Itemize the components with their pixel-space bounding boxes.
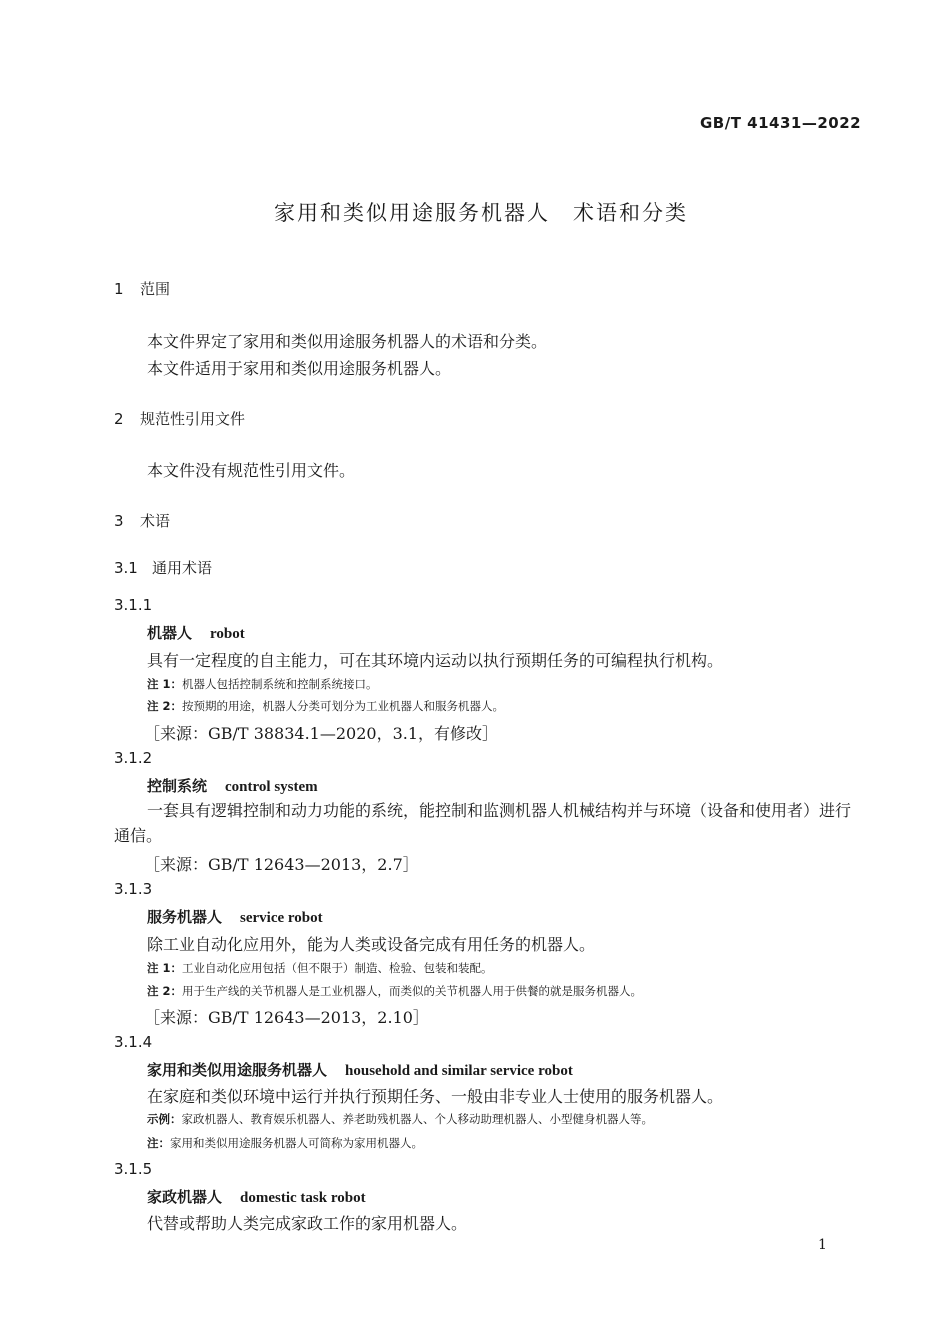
note-label: 注：	[147, 1136, 170, 1150]
note-text: 家用和类似用途服务机器人可简称为家用机器人。	[170, 1136, 423, 1150]
term-chinese: 控制系统	[147, 777, 208, 795]
term-number: 3.1.2	[114, 749, 153, 767]
page-number: 1	[818, 1237, 827, 1253]
section-3-heading	[114, 510, 170, 531]
term-definition: 具有一定程度的自主能力，可在其环境内运动以执行预期任务的可编程执行机构。	[147, 651, 724, 670]
term-chinese: 家政机器人	[147, 1188, 223, 1206]
term-heading	[147, 775, 318, 796]
term-number: 3.1.4	[114, 1033, 153, 1051]
note-text: 按预期的用途，机器人分类可划分为工业机器人和服务机器人。	[182, 699, 505, 713]
term-definition: 除工业自动化应用外，能为人类或设备完成有用任务的机器人。	[147, 935, 596, 954]
term-chinese: 机器人	[147, 624, 193, 642]
term-chinese: 家用和类似用途服务机器人	[147, 1061, 328, 1079]
section-2-heading	[114, 408, 245, 429]
note-label: 注 1：	[147, 677, 183, 691]
section-number: 3	[114, 512, 124, 530]
note-text: 用于生产线的关节机器人是工业机器人，而类似的关节机器人用于供餐的就是服务机器人。	[182, 984, 643, 998]
term-english: control system	[225, 779, 318, 795]
term-english: robot	[210, 626, 245, 642]
term-example	[147, 1111, 653, 1127]
term-english: domestic task robot	[240, 1190, 366, 1206]
section-title: 通用术语	[152, 559, 213, 577]
term-note-2	[147, 698, 504, 714]
example-label: 示例：	[147, 1112, 182, 1126]
term-number: 3.1.3	[114, 880, 153, 898]
term-note-2	[147, 983, 642, 999]
section-number: 1	[114, 280, 124, 298]
scope-paragraph-1: 本文件界定了家用和类似用途服务机器人的术语和分类。	[147, 332, 548, 351]
term-source: ［来源：GB/T 12643—2013，2.7］	[144, 855, 419, 874]
note-label: 注 1：	[147, 961, 183, 975]
section-title: 规范性引用文件	[140, 410, 246, 428]
term-chinese: 服务机器人	[147, 908, 223, 926]
term-heading	[147, 1186, 366, 1207]
document-title: 家用和类似用途服务机器人 术语和分类	[274, 201, 688, 225]
term-note	[147, 1135, 423, 1151]
section-number: 3.1	[114, 559, 138, 577]
term-note-1	[147, 960, 493, 976]
term-definition: 一套具有逻辑控制和动力功能的系统，能控制和监测机器人机械结构并与环境（设备和使用者）进行通信。	[114, 801, 852, 845]
term-source: ［来源：GB/T 38834.1—2020，3.1，有修改］	[144, 724, 499, 743]
term-number: 3.1.1	[114, 596, 153, 614]
section-title: 术语	[140, 512, 171, 530]
term-english: household and similar service robot	[345, 1063, 573, 1079]
term-number: 3.1.5	[114, 1160, 153, 1178]
document-code: GB/T 41431—2022	[700, 114, 862, 132]
section-3-1-heading	[114, 557, 212, 578]
note-text: 工业自动化应用包括（但不限于）制造、检验、包装和装配。	[182, 961, 493, 975]
scope-paragraph-2: 本文件适用于家用和类似用途服务机器人。	[147, 359, 452, 378]
section-number: 2	[114, 410, 124, 428]
term-definition: 在家庭和类似环境中运行并执行预期任务、一般由非专业人士使用的服务机器人。	[147, 1087, 724, 1106]
note-label: 注 2：	[147, 699, 183, 713]
note-text: 机器人包括控制系统和控制系统接口。	[182, 677, 378, 691]
term-definition: 代替或帮助人类完成家政工作的家用机器人。	[147, 1214, 468, 1233]
term-heading	[147, 622, 245, 643]
section-1-heading	[114, 278, 170, 299]
term-source: ［来源：GB/T 12643—2013，2.10］	[144, 1008, 429, 1027]
example-text: 家政机器人、教育娱乐机器人、养老助残机器人、个人移动助理机器人、小型健身机器人等。	[181, 1112, 653, 1126]
normative-references-paragraph: 本文件没有规范性引用文件。	[147, 461, 356, 480]
term-note-1	[147, 676, 378, 692]
term-heading	[147, 1059, 573, 1080]
section-title: 范围	[140, 280, 171, 298]
term-heading	[147, 906, 323, 927]
note-label: 注 2：	[147, 984, 183, 998]
term-english: service robot	[240, 910, 323, 926]
